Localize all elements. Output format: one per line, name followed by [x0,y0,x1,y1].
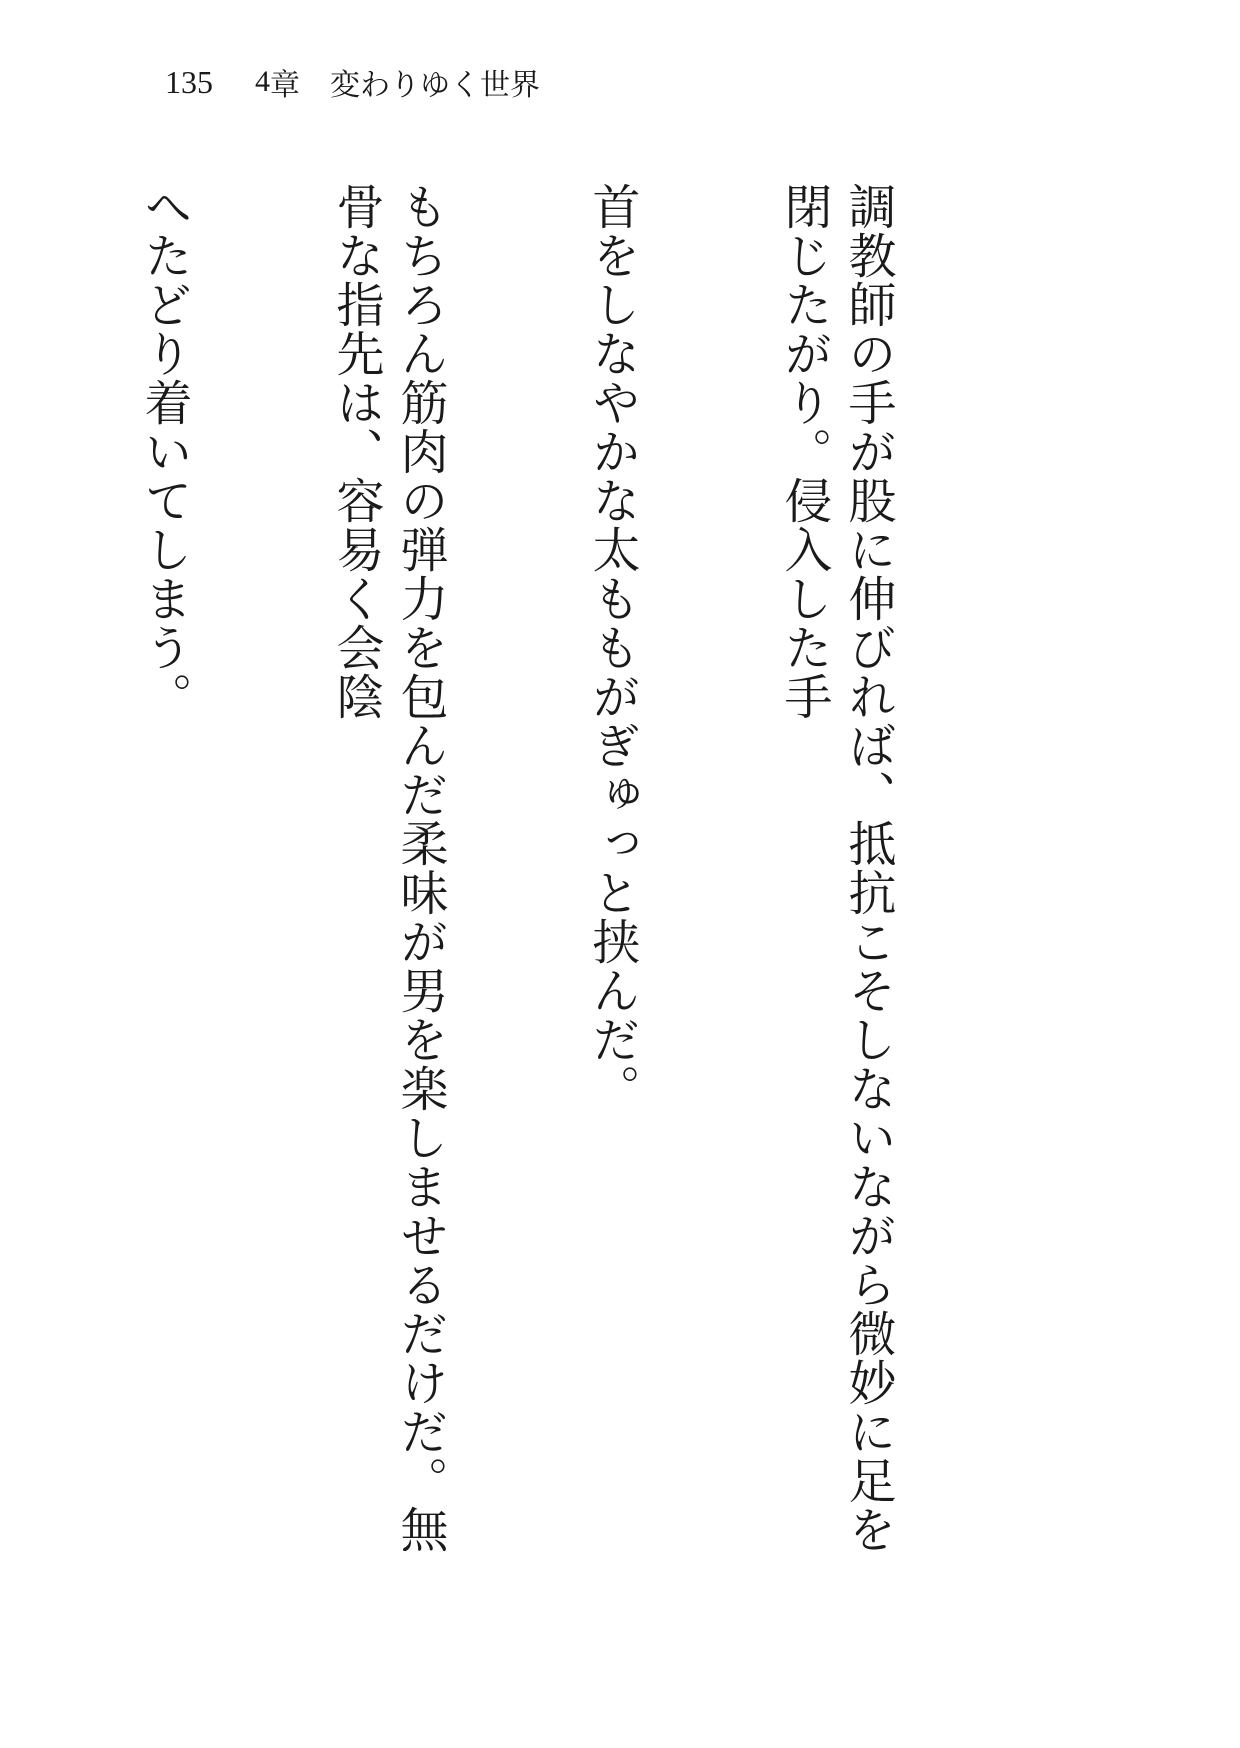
chapter-number: 4 [255,65,270,98]
page-number: 135 [165,63,213,100]
text-line: へたどり着いてしまう。 [136,182,192,721]
text-line: 首をしなやかな太ももがぎゅっと挟んだ。 [584,182,640,1113]
chapter-title: 変わりゆく世界 [330,68,540,103]
chapter-label: 章 [270,68,300,103]
text-line [0,182,4,1582]
text-line: もちろん筋肉の弾力を包んだ柔味が男を楽しませるだけだ。無骨な指先は、容易く会陰 [328,182,448,1554]
body-text [0,182,1028,1582]
running-header [165,62,540,102]
text-line: 調教師の手が股に伸びれば、抵抗こそしないながら微妙に足を閉じたがり。侵入した手 [776,182,896,1554]
